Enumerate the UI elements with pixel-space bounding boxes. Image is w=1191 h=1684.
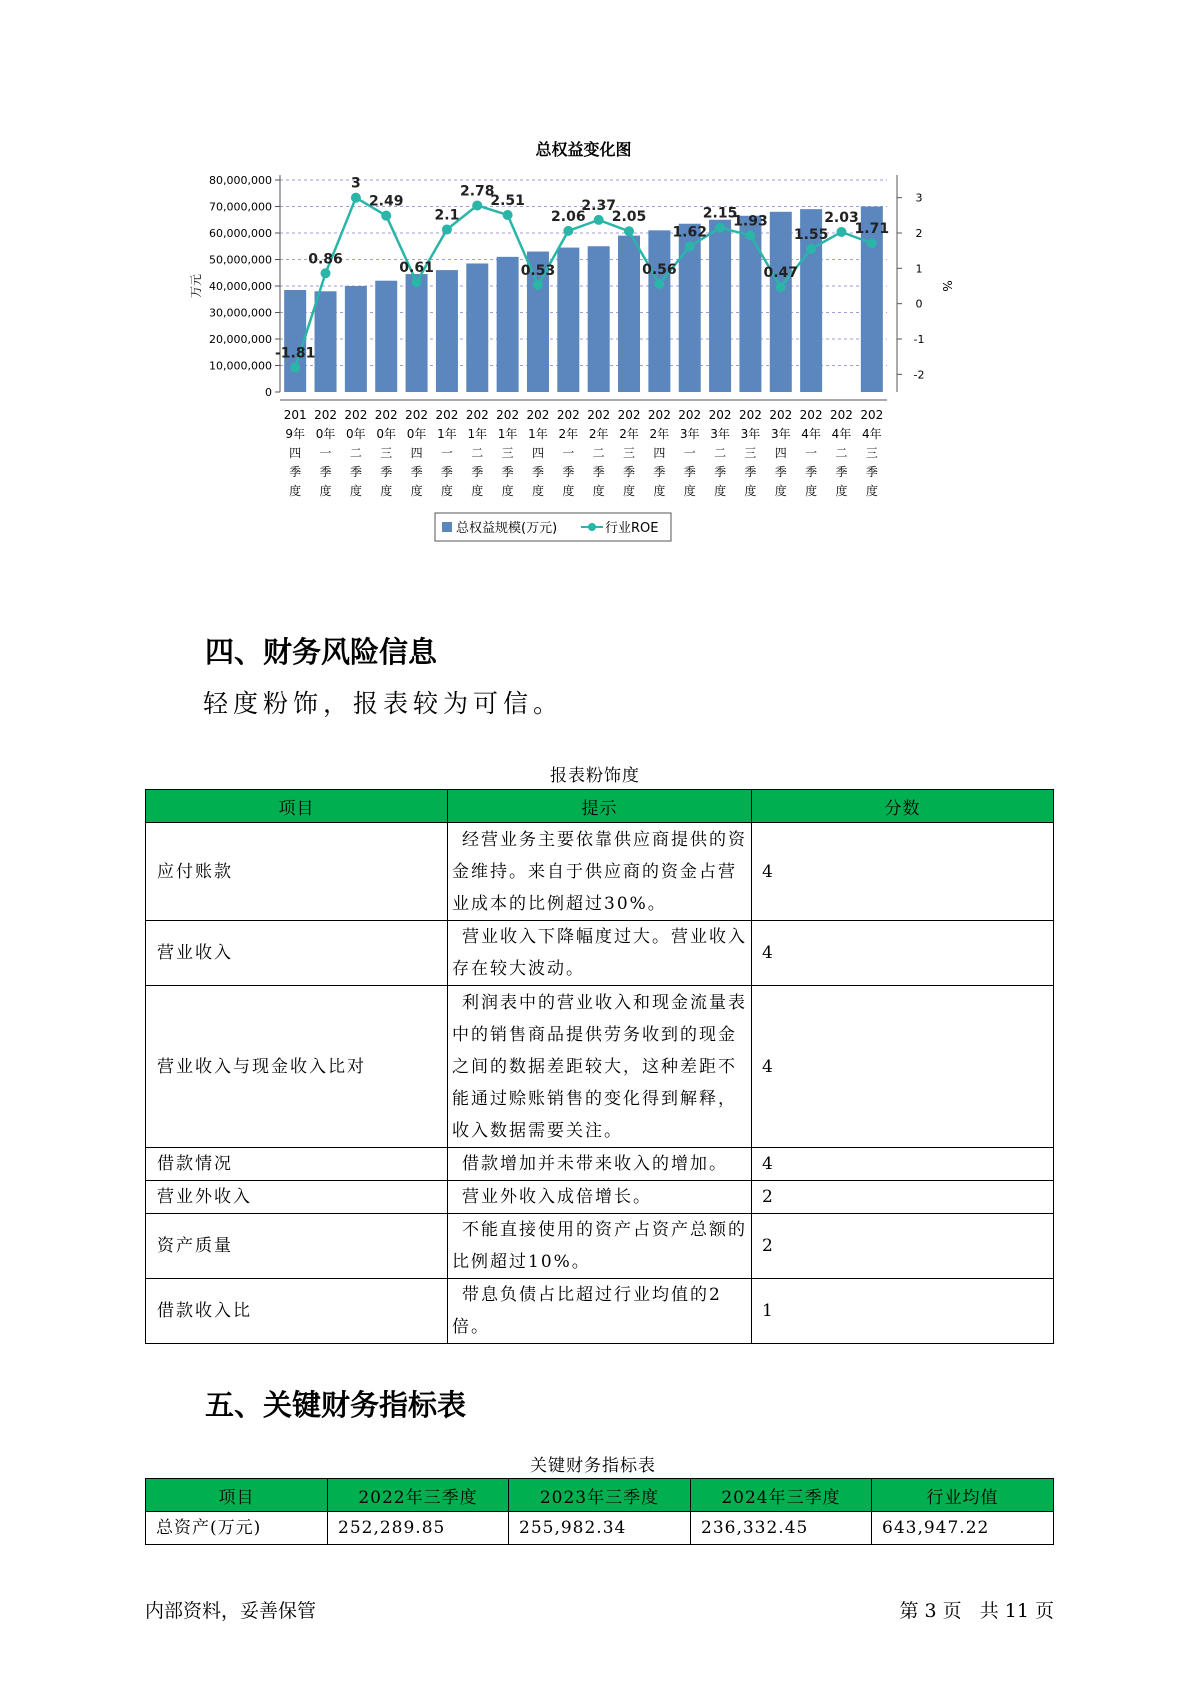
y-tick-label: 70,000,000 — [209, 200, 272, 214]
row-item: 借款收入比 — [146, 1279, 448, 1344]
row-hint: 不能直接使用的资产占资产总额的比例超过10%。 — [448, 1214, 752, 1279]
x-tick-label: 二 — [592, 446, 605, 460]
x-tick-label: 度 — [440, 484, 453, 498]
x-tick-label: 202 — [860, 408, 884, 422]
roe-data-label: 2.51 — [490, 192, 525, 209]
roe-point-16 — [745, 230, 755, 240]
roe-data-label: 2.06 — [551, 208, 586, 225]
header-score: 分数 — [752, 790, 1054, 823]
roe-point-4 — [381, 211, 391, 221]
x-tick-label: 三 — [865, 446, 878, 460]
bar-8 — [497, 257, 519, 392]
x-tick-label: 二 — [714, 446, 727, 460]
bar-11 — [588, 246, 610, 392]
x-tick-label: 202 — [799, 408, 823, 422]
header-item: 项目 — [146, 790, 448, 823]
x-tick-label: 202 — [314, 408, 337, 422]
roe-point-8 — [503, 210, 513, 220]
x-tick-label: 度 — [744, 484, 757, 498]
x-tick-label: 1年 — [437, 427, 457, 441]
bar-15 — [709, 220, 731, 392]
section4-heading: 四、财务风险信息 — [205, 635, 438, 669]
x-tick-label: 季 — [805, 465, 818, 479]
x-tick-label: 季 — [835, 465, 848, 479]
x-tick-label: 度 — [774, 484, 787, 498]
bar-12 — [618, 236, 640, 392]
table-row — [146, 1279, 1054, 1344]
x-tick-label: 3年 — [679, 427, 700, 441]
row-item: 总资产(万元) — [146, 1512, 328, 1545]
row-hint: 借款增加并未带来收入的增加。 — [448, 1148, 752, 1181]
x-tick-label: 度 — [865, 484, 878, 498]
roe-data-label: 2.37 — [581, 197, 616, 214]
x-tick-label: 202 — [708, 408, 732, 422]
x-tick-label: 四 — [653, 446, 666, 460]
bar-17 — [770, 212, 792, 392]
legend-bar-label: 总权益规模(万元) — [456, 521, 558, 536]
table-caption-key-indicators: 关键财务指标表 — [530, 1456, 656, 1476]
x-tick-label: 2年 — [588, 427, 609, 441]
x-tick-label: 度 — [410, 484, 423, 498]
x-tick-label: 202 — [617, 408, 641, 422]
x-tick-label: 202 — [769, 408, 793, 422]
roe-data-label: 0.47 — [763, 265, 799, 282]
row-item: 借款情况 — [146, 1148, 448, 1181]
roe-point-14 — [685, 241, 695, 251]
roe-point-13 — [654, 279, 664, 289]
row-value-industry-avg: 643,947.22 — [872, 1512, 1054, 1545]
roe-data-label: 2.78 — [460, 183, 495, 200]
y-tick-label: 0 — [265, 386, 272, 399]
x-tick-label: 季 — [744, 465, 757, 479]
x-tick-label: 度 — [592, 484, 605, 498]
x-tick-label: 202 — [526, 408, 550, 422]
row-hint: 经营业务主要依靠供应商提供的资金维持。来自于供应商的资金占营业成本的比例超过30%。 — [448, 823, 752, 921]
chart-title: 总权益变化图 — [535, 140, 632, 159]
y-tick-label: 20,000,000 — [209, 333, 272, 346]
header-2024q3: 2024年三季度 — [691, 1479, 872, 1512]
x-tick-label: 一 — [440, 446, 453, 460]
roe-point-3 — [351, 193, 361, 203]
x-tick-label: 季 — [562, 465, 575, 479]
x-tick-label: 1年 — [467, 427, 488, 441]
x-tick-label: 季 — [380, 465, 393, 479]
roe-point-19 — [836, 227, 846, 237]
y-tick-label: 80,000,000 — [209, 174, 272, 187]
y2-tick-label: 3 — [915, 191, 923, 205]
row-score: 1 — [752, 1279, 1054, 1344]
section5-heading: 五、关键财务指标表 — [205, 1388, 467, 1422]
roe-data-label: 1.55 — [793, 226, 829, 243]
row-item: 应付账款 — [146, 823, 448, 921]
table-row — [146, 1512, 1054, 1545]
row-score: 4 — [752, 823, 1054, 921]
header-industry-avg: 行业均值 — [872, 1479, 1054, 1512]
bar-5 — [406, 274, 428, 392]
y-tick-label: 60,000,000 — [209, 227, 272, 240]
x-tick-label: 度 — [319, 484, 332, 498]
table-row — [146, 986, 1054, 1148]
x-tick-label: 季 — [623, 465, 636, 479]
x-tick-label: 一 — [319, 446, 332, 460]
roe-data-label: 2.05 — [611, 209, 647, 226]
table-row — [146, 823, 1054, 921]
legend-bar-swatch — [442, 522, 452, 532]
x-tick-label: 202 — [405, 408, 429, 422]
roe-point-2 — [321, 268, 331, 278]
x-tick-label: 3年 — [710, 427, 730, 441]
x-tick-label: 0年 — [346, 427, 366, 441]
roe-data-label: 2.1 — [434, 207, 460, 224]
x-tick-label: 季 — [531, 465, 544, 479]
roe-data-label: 2.15 — [702, 205, 738, 222]
bar-16 — [739, 216, 761, 392]
x-tick-label: 202 — [587, 408, 611, 422]
roe-data-label: 2.49 — [368, 193, 404, 210]
x-tick-label: 度 — [714, 484, 727, 498]
y2-tick-label: -2 — [913, 368, 925, 382]
y2-tick-label: 0 — [915, 297, 923, 311]
row-score: 4 — [752, 986, 1054, 1148]
roe-data-label: 2.03 — [824, 209, 859, 226]
roe-point-15 — [715, 223, 725, 233]
x-tick-label: 0年 — [376, 427, 397, 441]
row-hint: 利润表中的营业收入和现金流量表中的销售商品提供劳务收到的现金之间的数据差距较大，这种差距不能通过赊账销售的变化得到解释，收入数据需要关注。 — [448, 986, 752, 1148]
x-tick-label: 度 — [531, 484, 544, 498]
roe-point-18 — [806, 244, 816, 254]
chart-canvas — [170, 130, 1010, 590]
x-tick-label: 度 — [501, 484, 514, 498]
header-2022q3: 2022年三季度 — [328, 1479, 509, 1512]
x-tick-label: 3年 — [740, 427, 761, 441]
table-header-row — [146, 790, 1054, 823]
row-score: 2 — [752, 1214, 1054, 1279]
row-value-2024q3: 236,332.45 — [691, 1512, 872, 1545]
y-tick-label: 10,000,000 — [209, 359, 272, 373]
x-tick-label: 度 — [653, 484, 666, 498]
x-tick-label: 四 — [531, 446, 544, 460]
row-item: 营业收入 — [146, 921, 448, 986]
roe-data-label: 1.93 — [733, 213, 768, 230]
x-tick-label: 季 — [774, 465, 787, 479]
x-tick-label: 202 — [344, 408, 368, 422]
x-tick-label: 202 — [830, 408, 853, 422]
roe-data-label: 0.56 — [642, 261, 677, 278]
roe-point-7 — [472, 200, 482, 210]
x-tick-label: 2年 — [619, 427, 639, 441]
x-tick-label: 2年 — [649, 427, 670, 441]
equity-change-chart — [170, 130, 1010, 590]
table-header-row — [146, 1479, 1054, 1512]
roe-point-20 — [867, 238, 877, 248]
x-tick-label: 202 — [374, 408, 398, 422]
x-tick-label: 季 — [349, 465, 362, 479]
bar-2 — [315, 291, 337, 392]
row-item: 营业外收入 — [146, 1181, 448, 1214]
x-tick-label: 1年 — [497, 427, 518, 441]
x-tick-label: 季 — [410, 465, 423, 479]
roe-point-10 — [563, 226, 573, 236]
x-tick-label: 季 — [714, 465, 727, 479]
x-tick-label: 季 — [865, 465, 878, 479]
row-item: 资产质量 — [146, 1214, 448, 1279]
row-score: 4 — [752, 1148, 1054, 1181]
key-indicators-table — [145, 1478, 1054, 1545]
x-tick-label: 0年 — [406, 427, 427, 441]
x-tick-label: 季 — [683, 465, 696, 479]
x-tick-label: 季 — [440, 465, 453, 479]
row-hint: 营业收入下降幅度过大。营业收入存在较大波动。 — [448, 921, 752, 986]
y2-tick-label: 1 — [915, 262, 923, 276]
row-score: 4 — [752, 921, 1054, 986]
x-tick-label: 四 — [774, 446, 787, 460]
x-tick-label: 度 — [835, 484, 848, 498]
x-tick-label: 202 — [678, 408, 702, 422]
x-tick-label: 季 — [592, 465, 605, 479]
header-hint: 提示 — [448, 790, 752, 823]
x-tick-label: 二 — [349, 446, 362, 460]
y2-tick-label: -1 — [913, 333, 925, 346]
roe-point-1 — [290, 363, 300, 373]
x-tick-label: 度 — [562, 484, 575, 498]
x-tick-label: 202 — [465, 408, 489, 422]
bar-3 — [345, 286, 367, 392]
bar-6 — [436, 270, 458, 392]
x-tick-label: 季 — [289, 465, 302, 479]
x-tick-label: 三 — [380, 446, 393, 460]
x-tick-label: 一 — [683, 446, 696, 460]
x-tick-label: 202 — [738, 408, 762, 422]
roe-point-6 — [442, 224, 452, 234]
y2-tick-label: 2 — [915, 227, 923, 240]
x-tick-label: 一 — [805, 446, 818, 460]
x-tick-label: 1年 — [528, 427, 548, 441]
x-tick-label: 度 — [349, 484, 362, 498]
x-tick-label: 4年 — [801, 427, 821, 441]
roe-point-5 — [412, 277, 422, 287]
x-tick-label: 季 — [319, 465, 332, 479]
row-value-2023q3: 255,982.34 — [509, 1512, 691, 1545]
x-tick-label: 季 — [471, 465, 484, 479]
legend-line-marker — [588, 523, 596, 531]
roe-data-label: 0.86 — [308, 251, 343, 268]
x-tick-label: 4年 — [862, 427, 882, 441]
header-item: 项目 — [146, 1479, 328, 1512]
x-tick-label: 四 — [289, 446, 302, 460]
footer-page-number: 第 3 页 共 11 页 — [899, 1600, 1054, 1622]
x-tick-label: 202 — [496, 408, 520, 422]
roe-data-label: 3 — [351, 175, 361, 192]
x-tick-label: 三 — [744, 446, 757, 460]
row-value-2022q3: 252,289.85 — [328, 1512, 509, 1545]
y-tick-label: 40,000,000 — [209, 280, 272, 293]
x-tick-label: 202 — [435, 408, 459, 422]
row-hint: 带息负债占比超过行业均值的2倍。 — [448, 1279, 752, 1344]
table-row — [146, 921, 1054, 986]
x-tick-label: 度 — [683, 484, 696, 498]
roe-data-label: 0.61 — [399, 260, 434, 277]
roe-point-12 — [624, 226, 634, 236]
y-tick-label: 30,000,000 — [209, 306, 272, 320]
bar-4 — [375, 281, 397, 392]
roe-data-label: 1.62 — [672, 224, 707, 241]
table-row — [146, 1148, 1054, 1181]
table-row — [146, 1181, 1054, 1214]
footer-confidential: 内部资料，妥善保管 — [145, 1600, 317, 1622]
row-score: 2 — [752, 1181, 1054, 1214]
x-tick-label: 0年 — [315, 427, 336, 441]
roe-point-9 — [533, 280, 543, 290]
x-tick-label: 度 — [289, 484, 302, 498]
x-tick-label: 度 — [471, 484, 484, 498]
roe-data-label: 1.71 — [854, 221, 890, 238]
roe-point-17 — [776, 282, 786, 292]
x-tick-label: 度 — [380, 484, 393, 498]
x-tick-label: 4年 — [831, 427, 852, 441]
x-tick-label: 度 — [805, 484, 818, 498]
x-tick-label: 四 — [410, 446, 423, 460]
x-tick-label: 9年 — [285, 427, 305, 441]
x-tick-label: 三 — [501, 446, 514, 460]
window-dressing-table — [145, 789, 1054, 1344]
x-tick-label: 二 — [471, 446, 484, 460]
bar-13 — [648, 230, 670, 392]
y-tick-label: 50,000,000 — [209, 253, 272, 267]
legend-line-label: 行业ROE — [605, 521, 659, 536]
roe-data-label: -1.81 — [274, 345, 316, 362]
bar-7 — [466, 263, 488, 392]
roe-data-label: 0.53 — [520, 262, 556, 279]
x-tick-label: 度 — [623, 484, 636, 498]
x-tick-label: 一 — [562, 446, 575, 460]
x-tick-label: 2年 — [558, 427, 579, 441]
risk-summary: 轻度粉饰，报表较为可信。 — [203, 689, 564, 718]
x-tick-label: 202 — [556, 408, 580, 422]
y2-axis-title: % — [940, 280, 954, 292]
x-tick-label: 二 — [835, 446, 848, 460]
bar-10 — [557, 248, 579, 392]
x-tick-label: 3年 — [770, 427, 791, 441]
row-hint: 营业外收入成倍增长。 — [448, 1181, 752, 1214]
roe-point-11 — [594, 215, 604, 225]
x-tick-label: 三 — [623, 446, 636, 460]
x-tick-label: 202 — [647, 408, 671, 422]
y-axis-title: 万元 — [189, 273, 203, 299]
row-item: 营业收入与现金收入比对 — [146, 986, 448, 1148]
x-tick-label: 201 — [283, 408, 307, 422]
header-2023q3: 2023年三季度 — [509, 1479, 691, 1512]
x-tick-label: 季 — [501, 465, 514, 479]
table-caption-window-dressing: 报表粉饰度 — [550, 766, 640, 786]
x-tick-label: 季 — [653, 465, 666, 479]
table-row — [146, 1214, 1054, 1279]
